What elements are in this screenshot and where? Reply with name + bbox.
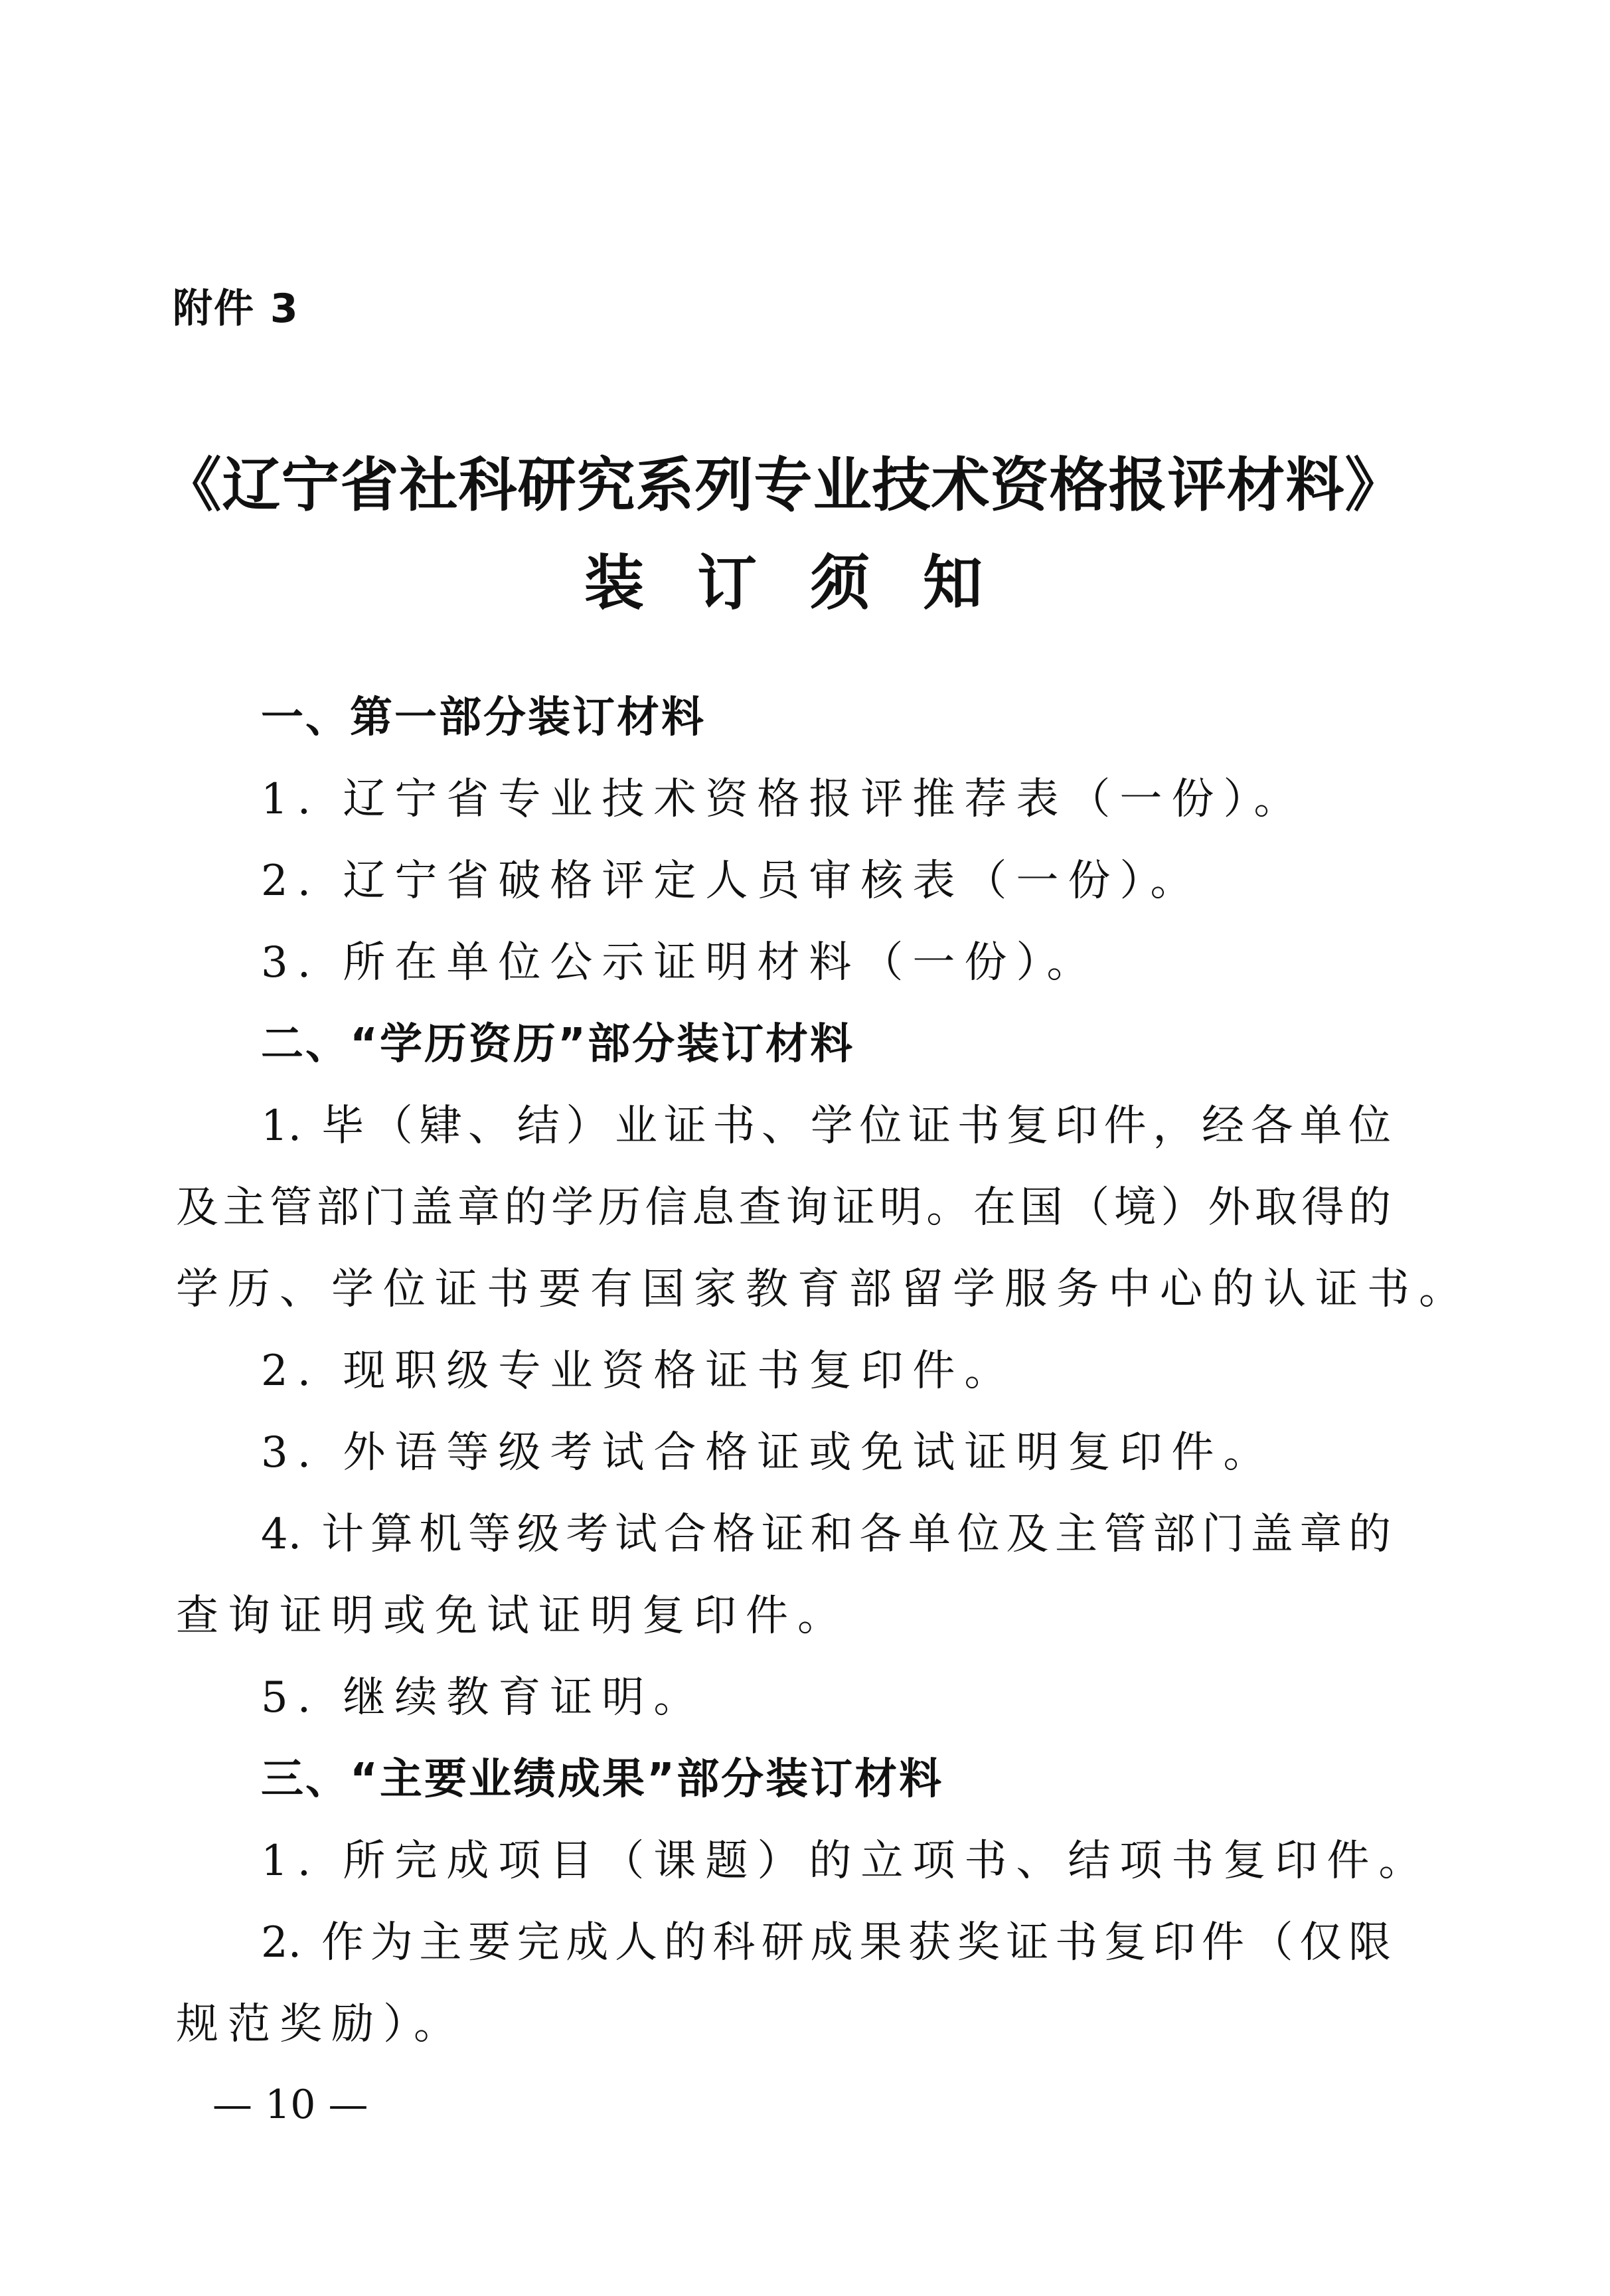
document-body (176, 677, 1471, 2066)
list-item: 5. 继续教育证明。 (261, 1673, 706, 1722)
section-heading-1: 一、第一部分装订材料 (261, 693, 706, 742)
section-heading-2: 二、“学历资历”部分装订材料 (261, 1020, 855, 1069)
list-item-continuation: 查询证明或免试证明复印件。 (176, 1592, 849, 1641)
list-item-continuation: 学历、学位证书要有国家教育部留学服务中心的认证书。 (176, 1265, 1471, 1314)
document-title: 《辽宁省社科研究系列专业技术资格报评材料》 (163, 450, 1404, 519)
list-item: 2. 辽宁省破格评定人员审核表（一份）。 (261, 857, 1202, 906)
document-subtitle: 装订须知 (584, 548, 1036, 618)
list-item: 1. 辽宁省专业技术资格报评推荐表（一份）。 (261, 775, 1306, 824)
list-item: 2. 作为主要完成人的科研成果获奖证书复印件（仅限 (261, 1918, 1391, 1967)
list-item: 1. 毕（肄、结）业证书、学位证书复印件，经各单位 (261, 1102, 1391, 1151)
list-item: 4. 计算机等级考试合格证和各单位及主管部门盖章的 (261, 1510, 1391, 1559)
list-item: 2. 现职级专业资格证书复印件。 (261, 1347, 1016, 1396)
list-item-continuation: 规范奖励）。 (176, 2000, 465, 2049)
section-heading-3: 三、“主要业绩成果”部分装订材料 (261, 1755, 944, 1804)
list-item: 3. 所在单位公示证明材料（一份）。 (261, 938, 1099, 987)
list-item: 1. 所完成项目（课题）的立项书、结项书复印件。 (261, 1837, 1431, 1886)
list-item-continuation: 及主管部门盖章的学历信息查询证明。在国（境）外取得的 (176, 1183, 1391, 1232)
attachment-label: 附件 3 (173, 286, 299, 332)
page-number: — 10 — (212, 2082, 368, 2128)
list-item: 3. 外语等级考试合格证或免试证明复印件。 (261, 1428, 1275, 1477)
